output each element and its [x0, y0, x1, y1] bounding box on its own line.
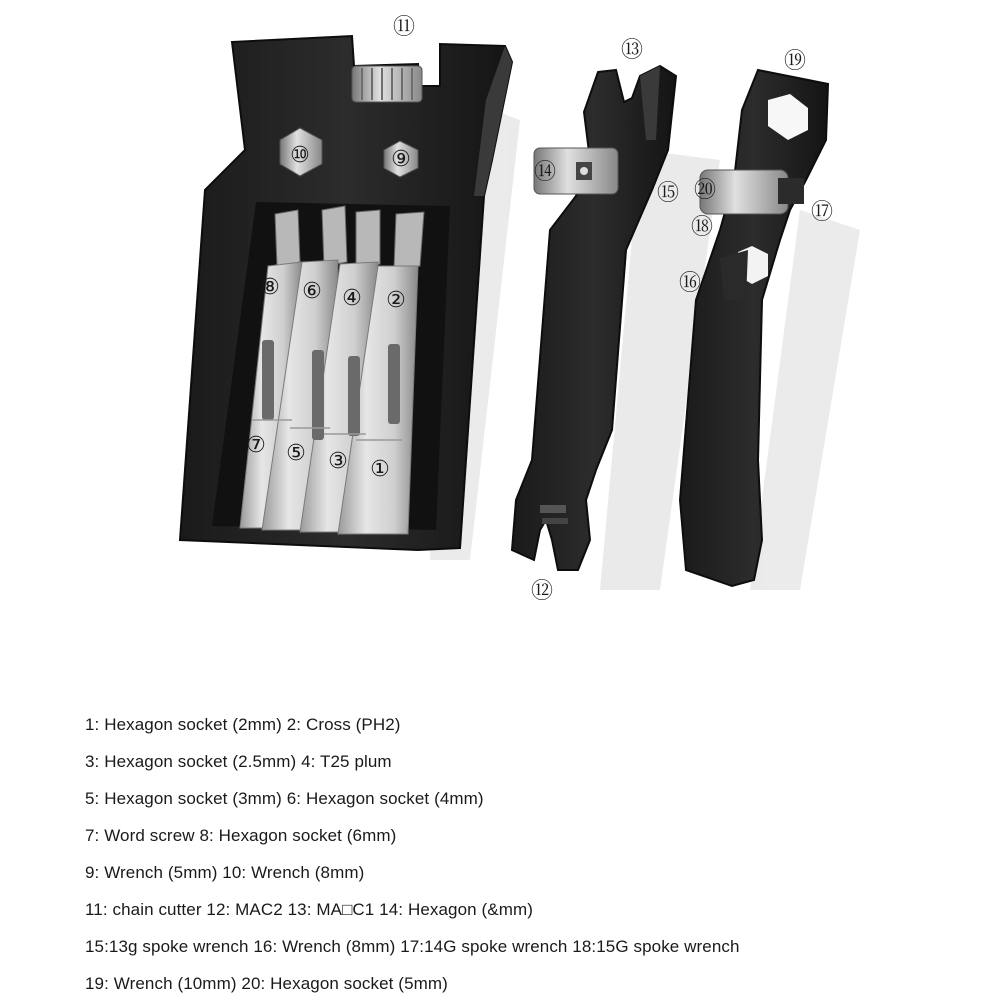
callout-11: ⑪: [392, 15, 416, 40]
callout-14: ⑭: [533, 160, 557, 185]
legend-line: 15:13g spoke wrench 16: Wrench (8mm) 17:14G spoke wrench 18:15G spoke wrench: [85, 937, 740, 956]
callout-5: ⑤: [286, 441, 306, 466]
callout-19: ⑲: [783, 49, 807, 74]
chain-cutter-screw: [352, 66, 422, 102]
callout-15: ⑮: [656, 181, 680, 206]
callout-16: ⑯: [678, 271, 702, 296]
callout-17: ⑰: [810, 200, 834, 225]
callout-10: ⑩: [290, 143, 310, 168]
callout-13: ⑬: [620, 38, 644, 63]
tool-legend: [85, 706, 985, 1002]
legend-line: 3: Hexagon socket (2.5mm) 4: T25 plum: [85, 752, 392, 771]
callout-6: ⑥: [302, 279, 322, 304]
callout-4: ④: [342, 286, 362, 311]
callout-9: ⑨: [391, 147, 411, 172]
callout-7: ⑦: [246, 433, 266, 458]
callout-1: ①: [370, 457, 390, 482]
callout-2: ②: [386, 288, 406, 313]
callout-3: ③: [328, 449, 348, 474]
legend-line: 11: chain cutter 12: MAC2 13: MA□C1 14: Hexagon (&mm): [85, 900, 533, 919]
callout-20: ⑳: [693, 178, 717, 203]
callout-18: ⑱: [690, 215, 714, 240]
legend-line: 19: Wrench (10mm) 20: Hexagon socket (5mm): [85, 974, 448, 993]
callout-8: ⑧: [260, 275, 280, 300]
legend-line: 5: Hexagon socket (3mm) 6: Hexagon socket (4mm): [85, 789, 484, 808]
legend-line: 7: Word screw 8: Hexagon socket (6mm): [85, 826, 397, 845]
legend-line: 9: Wrench (5mm) 10: Wrench (8mm): [85, 863, 365, 882]
callout-12: ⑫: [530, 579, 554, 604]
legend-line: 1: Hexagon socket (2mm) 2: Cross (PH2): [85, 715, 401, 734]
